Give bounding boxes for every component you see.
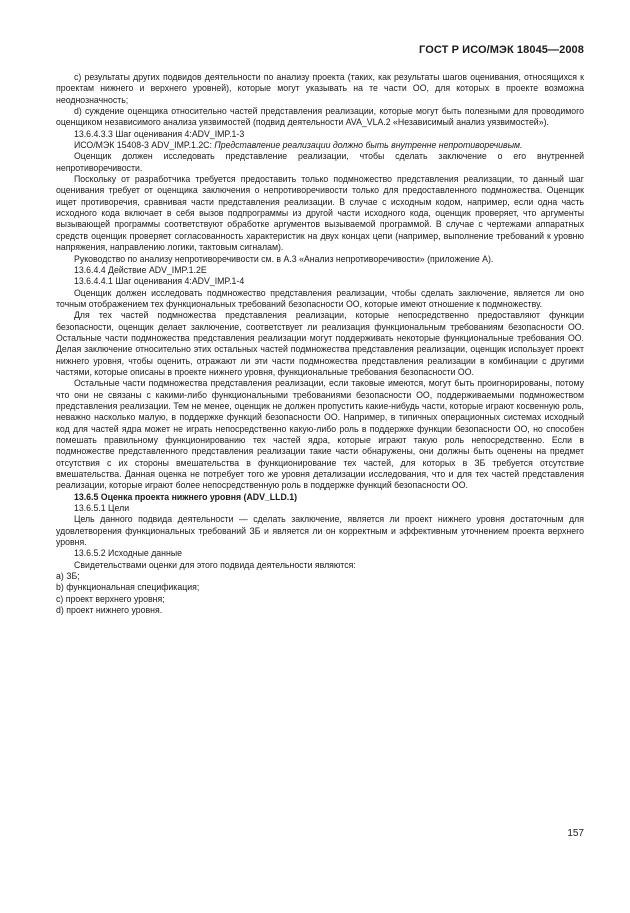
paragraph: Оценщик должен исследовать подмножество представления реализации, чтобы сделать заключение, является ли оно точным отображением тех функциональных требований безопасности ОО, которые имеют отношение к подмножеству. [56,287,584,309]
paragraph: Свидетельствами оценки для этого подвида деятельности являются: [74,559,356,570]
document-header: ГОСТ Р ИСО/МЭК 18045—2008 [419,44,584,56]
list-item: a) ЗБ; [56,571,80,582]
section-heading: 13.6.4.3.3 Шаг оценивания 4:ADV_IMP.1-3 [74,128,245,139]
page-content [56,72,584,617]
requirement-id: ИСО/МЭК 15408-3 ADV_IMP.1.2C: [74,140,215,151]
list-item: d) проект нижнего уровня. [56,605,163,616]
list-item: c) проект верхнего уровня; [56,593,165,604]
list-item: b) функциональная спецификация; [56,582,200,593]
paragraph: Руководство по анализу непротиворечивости см. в А.3 «Анализ непротиворечивости» (приложение А). [74,253,494,264]
section-heading: 13.6.4.4.1 Шаг оценивания 4:ADV_IMP.1-4 [74,276,245,287]
section-heading: 13.6.5.1 Цели [74,503,130,514]
paragraph: d) суждение оценщика относительно частей представления реализации, которые могут быть полезными для проводимого оценщиком независимого анализа уязвимостей (подвид деятельности AVA_VLA.2 «Независимый анализ уязвимостей»). [56,106,584,128]
paragraph: Оценщик должен исследовать представление реализации, чтобы сделать заключение о его внутренней непротиворечивости. [56,151,584,173]
requirement-text: Представление реализации должно быть внутренне непротиворечивым. [214,140,523,151]
paragraph: Остальные части подмножества представления реализации, если таковые имеются, могут быть проигнорированы, потому что они не связаны с какими-либо функциональными требованиями безопасности ОО, поддерживаемыми подмножеством представления реализации. Тем не менее, оценщик не должен пропустить какие-нибудь части, которые играют косвенную роль, неважно насколько малую, в поддержке функций безопасности ОО. Например, в типичных операционных системах исходный код для частей ядра может не играть непосредственно какую-либо роль в поддержке функции безопасности ОО, но способен помешать правильному функционированию тех частей ядра, которые играют такую роль непосредственно. Если в подмножестве представленного представления реализации такие части обнаружены, они должны быть оценены на предмет отсутствия с их стороны вмешательства в функционирование тех частей, для которых в ЗБ требуется отсутствие вмешательства. Данная оценка не потребует того же уровня детализации исследования, что и для тех частей представления реализации, которые играют более непосредственную роль в поддержке функций безопасности ОО. [56,378,584,491]
requirement-quote [56,140,584,151]
section-heading-bold: 13.6.5 Оценка проекта нижнего уровня (ADV_LLD.1) [74,491,298,502]
section-heading: 13.6.4.4 Действие ADV_IMP.1.2E [74,264,207,275]
paragraph: c) результаты других подвидов деятельности по анализу проекта (таких, как результаты шагов оценивания, относящихся к проектам нижнего и верхнего уровней), которые могут указывать на те части ОО, для которых в проекте возможна неоднозначность; [56,72,584,105]
paragraph: Поскольку от разработчика требуется предоставить только подмножество представления реализации, то данный шаг оценивания требует от оценщика заключения о непротиворечивости только для предоставленного подмножества. Оценщик ищет противоречия, сравнивая части представления реализации. В случае с исходным кодом, например, если одна часть исходного кода включает в себя вызов подпрограммы из другой части исходного кода, оценщик проверяет, что аргументы вызывающей программы соответствуют обработке аргументов вызываемой программой. В случае с чертежами аппаратных средств оценщик проверяет согласованность характеристик на двух концах цепи (например, выполнение требований к уровню напряжения, направлению логики, тактовым сигналам). [56,174,584,253]
paragraph: Для тех частей подмножества представления реализации, которые непосредственно предоставляют функции безопасности, оценщик делает заключение, соответствует ли реализация функциональным требованиям безопасности ОО. Остальные части подмножества представления реализации могут поддерживать некоторые функциональные требования ОО. Делая заключение относительно этих остальных частей подмножества представления реализации, оценщик использует проект нижнего уровня, чтобы оценить, отражают ли эти части подмножества представления реализации в комбинации с другими частями, которые описаны в проекте нижнего уровня, функциональные требования безопасности ОО. [56,310,584,377]
paragraph: Цель данного подвида деятельности — сделать заключение, является ли проект нижнего уровня достаточным для удовлетворения функциональных требований ЗБ и является ли он корректным и эффективным уточнением проекта верхнего уровня. [56,514,584,548]
section-heading: 13.6.5.2 Исходные данные [74,548,182,559]
page-number: 157 [567,828,584,839]
